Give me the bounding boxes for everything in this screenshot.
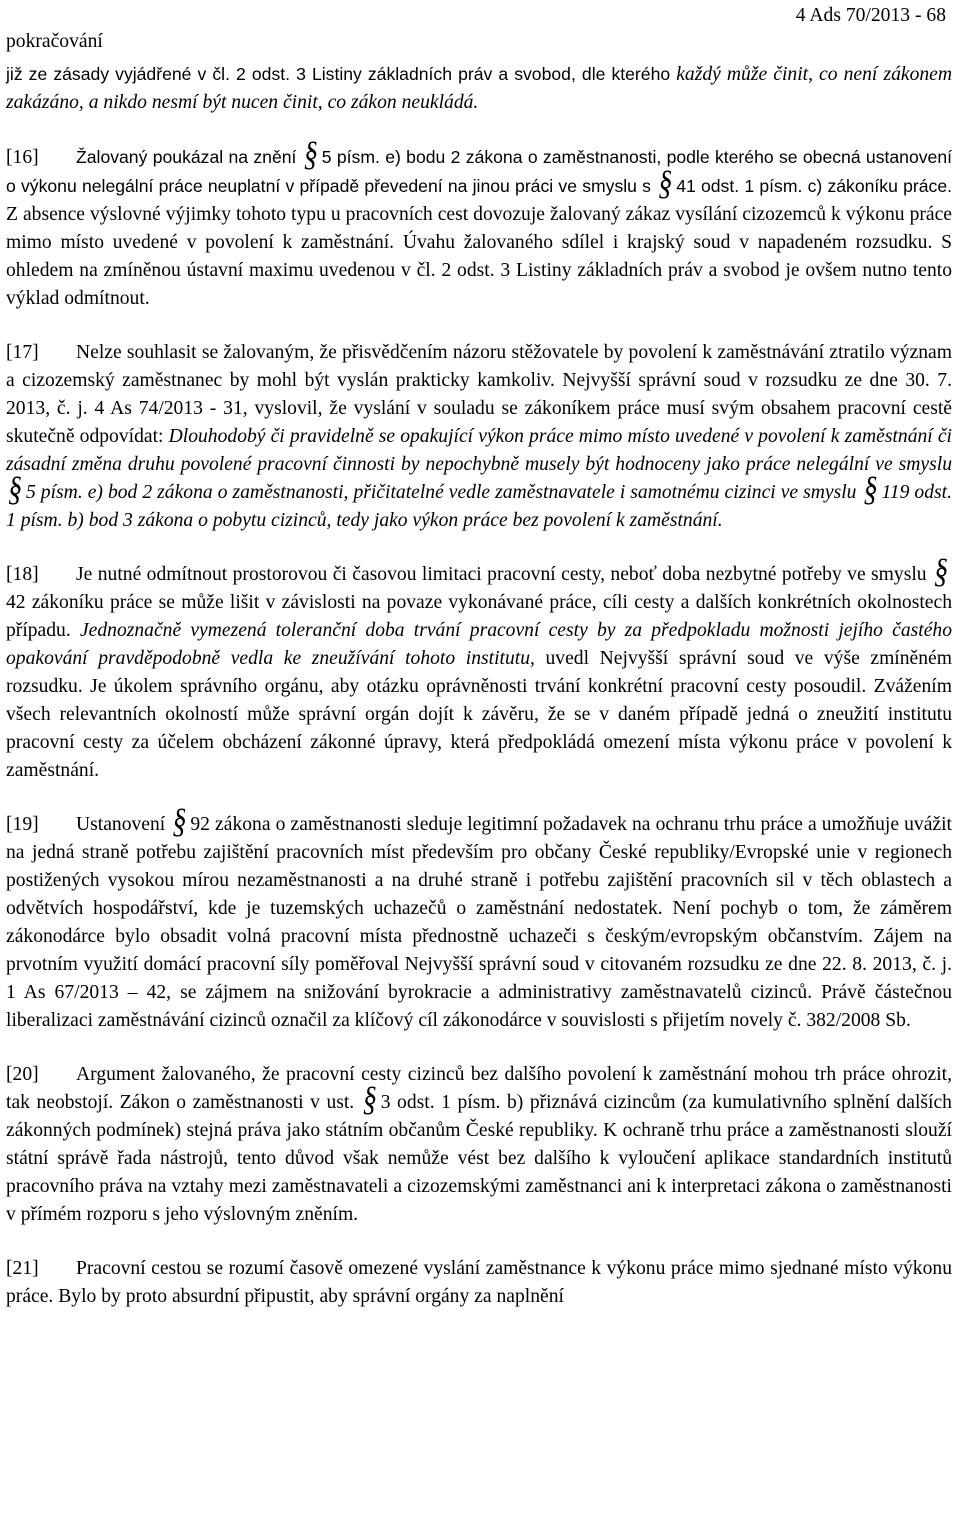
text: Je nutné odmítnout prostorovou či časovou limitaci pracovní cesty, neboť doba nezbytné potřeby ve smyslu [76, 564, 932, 585]
text: Nelze souhlasit se žalovaným, že přisvědčením názoru stěžovatele by povolení k zaměstnávání ztratilo význam a cizozemský zaměstnanec by mohl být vyslán prakticky kamkoliv. Nejvyšší správní soud v rozsudku ze dne 30. 7. 2013, č. j. 4 As 74/2013 - 31, vyslovil, že vyslání v souladu se zákoníkem práce musí svým obsahem pracovní cestě skutečně odpovídat: [6, 342, 952, 447]
paragraph-21 [6, 1255, 952, 1311]
paragraph-number: [17] [6, 342, 39, 363]
paragraph-19 [6, 802, 952, 1035]
italic-quote: 119 odst. 1 písm. b) bod 3 zákona o pobytu cizinců, tedy jako výkon práce bez povolení k zaměstnání. [6, 482, 952, 531]
page-header [6, 0, 952, 60]
section-symbol: § [303, 135, 318, 174]
paragraph-16 [6, 135, 953, 313]
paragraph-20 [6, 1061, 952, 1229]
paragraph-number: [18] [6, 564, 39, 585]
text: 3 odst. 1 písm. b) přiznává cizincům (za kumulativního splnění dalších zákonných podmínek) stejná práva jako státním občanům České republiky. K ochraně trhu práce a zaměstnanosti slouží státní správě řada nástrojů, tento důvod však nemůže vést bez dalšího k vyloučení aplikace standardních institutů pracovního práva na vztahy mezi zaměstnavateli a cizozemskými zaměstnanci ani k interpretaci zákona o zaměstnanosti v přímém rozporu s jeho výslovným zněním. [6, 1092, 952, 1225]
text: 92 zákona o zaměstnanosti sleduje legitimní požadavek na ochranu trhu práce a umožňuje uvážit na jedná straně potřebu zajištění pracovních míst především pro občany České republiky/Evropské unie v regionech postižených vysokou mírou nezaměstnanosti a na druhé straně i potřebu zajištění pracovních sil v těch oblastech a odvětvích hospodářství, kde je tuzemských uchazečů o zaměstnání nedostatek. Není pochyb o tom, že záměrem zákonodárce bylo obsadit volná pracovní místa přednostně uchazeči s českým/evropským občanstvím. Zájem na prvotním využití domácí pracovní síly poměřoval Nejvyšší správní soud v citovaném rozsudku ze dne 22. 8. 2013, č. j. 1 As 67/2013 – 42, se zájmem na snižování byrokracie a administrativy zaměstnavatelů cizinců. Právě částečnou liberalizaci zaměstnávání cizinců označil za klíčový cíl zákonodárce v souvislosti s přijetím novely č. 382/2008 Sb. [6, 814, 952, 1031]
italic-quote: Jednoznačně vymezená toleranční doba trvání pracovní cesty by za předpokladu možnosti jejího častého opakování pravděpodobně vedla ke zneužívání tohoto institutu, [6, 620, 953, 669]
paragraph-number: [21] [6, 1258, 39, 1279]
text: uvedl Nejvyšší správní soud ve výše zmíněném rozsudku. Je úkolem správního orgánu, aby otázku oprávněnosti trvání konkrétní pracovní cesty posoudil. Zvážením všech relevantních okolností může správní orgán dojít k závěru, že se v daném případě jedná o zneužití institutu pracovní cesty za účelem obcházení zákonné úpravy, která předpokládá omezení místa výkonu práce v povolení k zaměstnání. [6, 648, 952, 781]
text: Pracovní cestou se rozumí časově omezené vyslání zaměstnance k výkonu práce mimo sjednané místo výkonu práce. Bylo by proto absurdní připustit, aby správní orgány za naplnění [6, 1258, 952, 1307]
paragraph-number: [20] [6, 1064, 39, 1085]
section-symbol: § [934, 552, 948, 591]
text: Ustanovení [76, 814, 171, 835]
paragraph-number: [19] [6, 814, 39, 835]
text: 5 písm. e) bodu 2 zákona o zaměstnanosti, podle kterého se obecná ustanovení o výkonu nelegální práce neuplatní v případě převedení na jinou práci ve smyslu s [6, 147, 953, 196]
text: Argument žalovaného, že pracovní cesty cizinců bez dalšího povolení k zaměstnání mohou trh práce ohrozit, tak neobstojí. Zákon o zaměstnanosti v ust. [6, 1064, 952, 1113]
italic-quote: 5 písm. e) bod 2 zákona o zaměstnanosti, přičitatelné vedle zaměstnavatele i samotnému cizinci ve smyslu [26, 482, 862, 503]
section-symbol: § [172, 802, 187, 841]
text: 41 odst. 1 písm. c) zákoníku práce. [676, 176, 953, 196]
paragraph-18 [6, 552, 953, 785]
section-symbol: § [362, 1080, 377, 1119]
header-continuation: pokračování [6, 31, 103, 52]
case-number: 4 Ads 70/2013 - 68 [795, 5, 946, 26]
section-symbol: § [658, 164, 673, 203]
paragraph-15-continuation [6, 60, 952, 117]
text: již ze zásady vyjádřené v čl. 2 odst. 3 Listiny základních práv a svobod, dle kterého [6, 64, 677, 84]
italic-quote: každý může činit, co není zákonem zakázáno, a nikdo nesmí být nucen činit, co zákon neukládá. [6, 64, 953, 113]
text: Z absence výslovné výjimky tohoto typu u pracovních cest dovozuje žalovaný zákaz vysílání cizozemců k výkonu práce mimo místo uvedené v povolení k zaměstnání. [6, 204, 952, 253]
italic-quote: Dlouhodobý či pravidelně se opakující výkon práce mimo místo uvedené v povolení k zaměstnání či zásadní změna druhu povolené pracovní činnosti by nepochybně musely být hodnoceny jako práce nelegální ve smyslu [6, 426, 952, 475]
text: Žalovaný poukázal na znění [76, 147, 302, 167]
text: Úvahu žalovaného sdílel i krajský soud v napadeném rozsudku. S ohledem na zmíněnou ústavní maximu uvedenou v čl. 2 odst. 3 Listiny základních práv a svobod je ovšem nutno tento výklad odmítnout. [6, 232, 953, 309]
paragraph-number: [16] [6, 147, 39, 168]
section-symbol: § [8, 470, 22, 509]
text: 42 zákoníku práce se může lišit v závislosti na povaze vykonávané práce, cíli cesty a dalších konkrétních okolnostech případu. [6, 592, 952, 641]
section-symbol: § [863, 470, 878, 509]
paragraph-17 [6, 339, 952, 535]
